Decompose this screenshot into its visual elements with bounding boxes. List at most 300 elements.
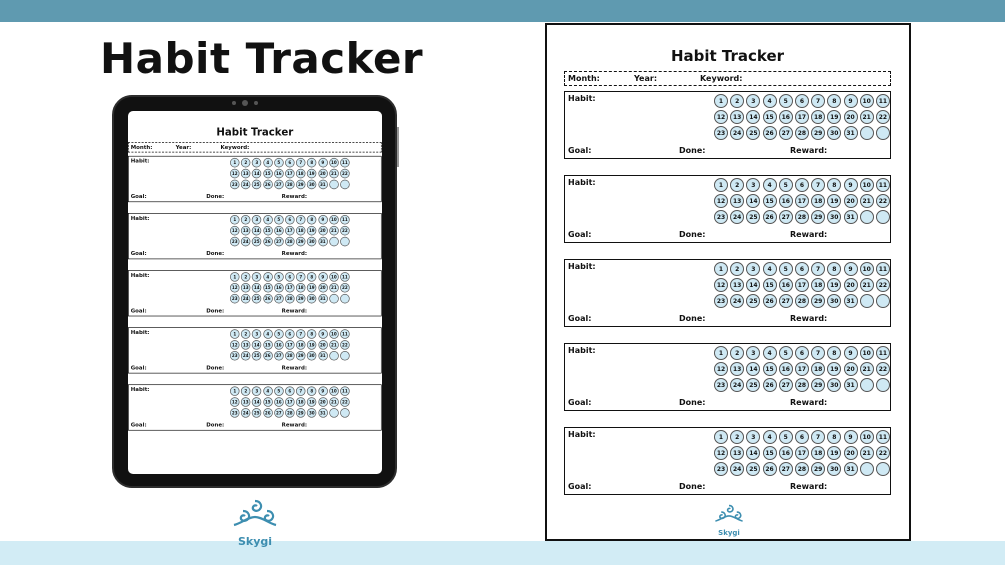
day-circle[interactable]: 11 (876, 94, 890, 108)
day-circle[interactable]: 6 (795, 262, 809, 276)
day-circle[interactable]: 22 (876, 278, 890, 292)
day-circle[interactable]: 16 (779, 446, 793, 460)
day-circle[interactable]: 14 (252, 226, 262, 236)
day-circle[interactable]: 18 (296, 226, 306, 236)
day-circle[interactable]: 6 (795, 346, 809, 360)
day-circle[interactable]: 1 (714, 94, 728, 108)
day-circle[interactable]: 12 (714, 110, 728, 124)
day-circle[interactable]: 9 (844, 178, 858, 192)
done-field[interactable]: Done: (679, 482, 706, 491)
day-circle[interactable]: 2 (241, 386, 251, 396)
day-circle[interactable]: 10 (860, 178, 874, 192)
day-circle[interactable]: 28 (795, 378, 809, 392)
day-circle[interactable]: 24 (241, 351, 251, 361)
day-circle[interactable]: 4 (763, 94, 777, 108)
day-circle[interactable]: 23 (230, 237, 240, 247)
day-circle[interactable]: 9 (844, 262, 858, 276)
day-circle[interactable]: 4 (263, 215, 273, 225)
goal-field[interactable]: Goal: (130, 364, 147, 371)
day-circle[interactable]: 21 (329, 397, 339, 407)
day-circle[interactable]: 11 (876, 178, 890, 192)
day-circle[interactable]: 1 (230, 272, 240, 282)
day-circle[interactable]: 17 (285, 169, 295, 179)
day-circle-blank[interactable] (876, 378, 890, 392)
day-circle[interactable]: 20 (844, 278, 858, 292)
day-circle-blank[interactable] (340, 237, 350, 247)
day-circle[interactable]: 19 (307, 397, 317, 407)
day-circle[interactable]: 23 (714, 126, 728, 140)
day-circle[interactable]: 19 (307, 340, 317, 350)
day-circle[interactable]: 27 (274, 294, 284, 304)
done-field[interactable]: Done: (206, 364, 225, 371)
day-circle[interactable]: 22 (340, 283, 350, 293)
day-circle[interactable]: 7 (811, 346, 825, 360)
day-circle[interactable]: 4 (763, 178, 777, 192)
habit-field[interactable]: Habit: (130, 215, 150, 222)
day-circle[interactable]: 10 (860, 346, 874, 360)
day-circle[interactable]: 15 (763, 278, 777, 292)
day-circle[interactable]: 31 (844, 126, 858, 140)
day-circle[interactable]: 20 (318, 397, 328, 407)
day-circle[interactable]: 6 (795, 178, 809, 192)
day-circle[interactable]: 20 (844, 362, 858, 376)
day-circle[interactable]: 12 (230, 340, 240, 350)
day-circle[interactable]: 15 (263, 169, 273, 179)
day-circle[interactable]: 9 (844, 346, 858, 360)
done-field[interactable]: Done: (679, 398, 706, 407)
done-field[interactable]: Done: (206, 421, 225, 428)
day-circle[interactable]: 3 (252, 386, 262, 396)
day-circle[interactable]: 18 (811, 194, 825, 208)
reward-field[interactable]: Reward: (281, 193, 308, 200)
reward-field[interactable]: Reward: (790, 230, 828, 239)
habit-field[interactable]: Habit: (568, 94, 596, 103)
day-circle[interactable]: 12 (714, 194, 728, 208)
goal-field[interactable]: Goal: (568, 314, 592, 323)
day-circle[interactable]: 10 (860, 262, 874, 276)
day-circle[interactable]: 26 (263, 351, 273, 361)
day-circle[interactable]: 5 (274, 158, 284, 168)
day-circle[interactable]: 23 (230, 180, 240, 190)
day-circle[interactable]: 23 (714, 294, 728, 308)
day-circle[interactable]: 17 (795, 446, 809, 460)
day-circle[interactable]: 15 (263, 283, 273, 293)
day-circle[interactable]: 11 (340, 329, 350, 339)
day-circle[interactable]: 19 (827, 362, 841, 376)
day-circle[interactable]: 13 (241, 283, 251, 293)
day-circle[interactable]: 21 (860, 446, 874, 460)
day-circle-blank[interactable] (329, 351, 339, 361)
month-field[interactable]: Month: (130, 144, 153, 151)
day-circle[interactable]: 2 (730, 430, 744, 444)
day-circle[interactable]: 13 (241, 340, 251, 350)
year-field[interactable]: Year: (634, 74, 658, 83)
day-circle[interactable]: 8 (827, 94, 841, 108)
day-circle[interactable]: 17 (795, 110, 809, 124)
day-circle[interactable]: 29 (296, 408, 306, 418)
day-circle[interactable]: 6 (285, 158, 295, 168)
goal-field[interactable]: Goal: (568, 230, 592, 239)
day-circle[interactable]: 12 (714, 362, 728, 376)
day-circle[interactable]: 8 (307, 329, 317, 339)
day-circle[interactable]: 20 (318, 340, 328, 350)
day-circle[interactable]: 29 (296, 351, 306, 361)
habit-field[interactable]: Habit: (130, 272, 150, 279)
day-circle[interactable]: 9 (844, 430, 858, 444)
day-circle[interactable]: 23 (714, 378, 728, 392)
day-circle-blank[interactable] (340, 351, 350, 361)
day-circle[interactable]: 10 (329, 386, 339, 396)
day-circle[interactable]: 4 (763, 262, 777, 276)
day-circle-blank[interactable] (329, 408, 339, 418)
day-circle[interactable]: 14 (746, 278, 760, 292)
day-circle[interactable]: 30 (307, 180, 317, 190)
goal-field[interactable]: Goal: (568, 482, 592, 491)
day-circle[interactable]: 16 (779, 278, 793, 292)
day-circle[interactable]: 6 (285, 386, 295, 396)
day-circle[interactable]: 22 (876, 446, 890, 460)
day-circle[interactable]: 15 (763, 110, 777, 124)
day-circle[interactable]: 13 (241, 169, 251, 179)
reward-field[interactable]: Reward: (281, 307, 308, 314)
day-circle[interactable]: 9 (318, 386, 328, 396)
day-circle[interactable]: 31 (844, 378, 858, 392)
day-circle[interactable]: 7 (296, 272, 306, 282)
day-circle[interactable]: 5 (779, 346, 793, 360)
day-circle[interactable]: 15 (263, 226, 273, 236)
day-circle[interactable]: 29 (811, 378, 825, 392)
day-circle[interactable]: 31 (844, 462, 858, 476)
day-circle-blank[interactable] (340, 180, 350, 190)
day-circle[interactable]: 19 (827, 446, 841, 460)
day-circle[interactable]: 25 (252, 237, 262, 247)
day-circle[interactable]: 29 (296, 180, 306, 190)
day-circle[interactable]: 6 (795, 94, 809, 108)
day-circle[interactable]: 31 (318, 294, 328, 304)
day-circle[interactable]: 26 (763, 210, 777, 224)
day-circle[interactable]: 9 (318, 329, 328, 339)
day-circle[interactable]: 2 (730, 262, 744, 276)
day-circle[interactable]: 8 (827, 346, 841, 360)
day-circle[interactable]: 24 (730, 378, 744, 392)
day-circle[interactable]: 1 (230, 329, 240, 339)
day-circle[interactable]: 24 (241, 180, 251, 190)
day-circle[interactable]: 2 (730, 178, 744, 192)
day-circle[interactable]: 26 (263, 294, 273, 304)
done-field[interactable]: Done: (679, 314, 706, 323)
day-circle[interactable]: 2 (241, 158, 251, 168)
habit-field[interactable]: Habit: (130, 157, 150, 165)
day-circle[interactable]: 5 (274, 215, 284, 225)
day-circle[interactable]: 21 (329, 340, 339, 350)
day-circle[interactable]: 1 (230, 215, 240, 225)
day-circle[interactable]: 26 (763, 378, 777, 392)
day-circle[interactable]: 8 (307, 215, 317, 225)
day-circle[interactable]: 2 (730, 346, 744, 360)
day-circle[interactable]: 18 (811, 110, 825, 124)
day-circle[interactable]: 9 (318, 215, 328, 225)
day-circle[interactable]: 1 (230, 158, 240, 168)
day-circle-blank[interactable] (876, 462, 890, 476)
day-circle[interactable]: 17 (285, 283, 295, 293)
day-circle[interactable]: 25 (746, 210, 760, 224)
day-circle[interactable]: 5 (274, 329, 284, 339)
day-circle[interactable]: 2 (241, 272, 251, 282)
day-circle[interactable]: 14 (746, 110, 760, 124)
day-circle[interactable]: 19 (307, 169, 317, 179)
day-circle[interactable]: 25 (746, 378, 760, 392)
day-circle[interactable]: 5 (274, 386, 284, 396)
day-circle[interactable]: 31 (318, 237, 328, 247)
done-field[interactable]: Done: (206, 250, 225, 257)
day-circle[interactable]: 21 (329, 226, 339, 236)
day-circle[interactable]: 27 (779, 462, 793, 476)
day-circle[interactable]: 11 (876, 262, 890, 276)
day-circle[interactable]: 29 (296, 237, 306, 247)
day-circle[interactable]: 7 (296, 329, 306, 339)
day-circle[interactable]: 14 (252, 397, 262, 407)
day-circle[interactable]: 22 (876, 110, 890, 124)
day-circle[interactable]: 29 (811, 294, 825, 308)
day-circle-blank[interactable] (860, 462, 874, 476)
goal-field[interactable]: Goal: (130, 307, 147, 314)
done-field[interactable]: Done: (206, 307, 225, 314)
day-circle[interactable]: 31 (318, 180, 328, 190)
day-circle[interactable]: 7 (296, 386, 306, 396)
day-circle[interactable]: 16 (274, 397, 284, 407)
day-circle[interactable]: 29 (811, 210, 825, 224)
habit-field[interactable]: Habit: (568, 430, 596, 439)
day-circle[interactable]: 5 (274, 272, 284, 282)
day-circle[interactable]: 2 (241, 329, 251, 339)
day-circle[interactable]: 24 (241, 294, 251, 304)
day-circle[interactable]: 12 (230, 169, 240, 179)
day-circle[interactable]: 1 (714, 430, 728, 444)
day-circle[interactable]: 5 (779, 262, 793, 276)
day-circle[interactable]: 1 (714, 346, 728, 360)
day-circle[interactable]: 12 (230, 283, 240, 293)
day-circle[interactable]: 30 (307, 294, 317, 304)
day-circle[interactable]: 27 (274, 237, 284, 247)
day-circle[interactable]: 3 (252, 329, 262, 339)
day-circle-blank[interactable] (876, 126, 890, 140)
day-circle[interactable]: 4 (763, 430, 777, 444)
day-circle-blank[interactable] (860, 294, 874, 308)
day-circle[interactable]: 1 (230, 386, 240, 396)
day-circle-blank[interactable] (340, 294, 350, 304)
day-circle[interactable]: 21 (860, 278, 874, 292)
day-circle[interactable]: 3 (252, 215, 262, 225)
day-circle[interactable]: 28 (285, 294, 295, 304)
goal-field[interactable]: Goal: (568, 398, 592, 407)
day-circle[interactable]: 3 (252, 158, 262, 168)
day-circle[interactable]: 3 (746, 430, 760, 444)
day-circle[interactable]: 28 (285, 237, 295, 247)
day-circle[interactable]: 11 (876, 346, 890, 360)
day-circle[interactable]: 14 (746, 194, 760, 208)
habit-field[interactable]: Habit: (568, 346, 596, 355)
goal-field[interactable]: Goal: (130, 250, 147, 257)
day-circle[interactable]: 21 (329, 283, 339, 293)
day-circle[interactable]: 19 (827, 110, 841, 124)
day-circle[interactable]: 30 (827, 294, 841, 308)
day-circle[interactable]: 25 (746, 294, 760, 308)
day-circle[interactable]: 16 (779, 110, 793, 124)
day-circle[interactable]: 18 (296, 340, 306, 350)
day-circle[interactable]: 3 (746, 94, 760, 108)
day-circle[interactable]: 12 (230, 226, 240, 236)
day-circle-blank[interactable] (329, 237, 339, 247)
day-circle[interactable]: 7 (811, 430, 825, 444)
day-circle[interactable]: 12 (230, 397, 240, 407)
day-circle[interactable]: 15 (263, 397, 273, 407)
reward-field[interactable]: Reward: (790, 398, 828, 407)
reward-field[interactable]: Reward: (281, 421, 308, 428)
day-circle[interactable]: 7 (811, 178, 825, 192)
day-circle[interactable]: 28 (795, 294, 809, 308)
day-circle[interactable]: 28 (285, 351, 295, 361)
day-circle[interactable]: 8 (307, 272, 317, 282)
day-circle[interactable]: 8 (827, 178, 841, 192)
day-circle[interactable]: 10 (860, 430, 874, 444)
day-circle[interactable]: 20 (318, 169, 328, 179)
day-circle[interactable]: 8 (307, 386, 317, 396)
day-circle[interactable]: 10 (329, 158, 339, 168)
day-circle[interactable]: 21 (329, 169, 339, 179)
day-circle[interactable]: 24 (730, 294, 744, 308)
day-circle[interactable]: 27 (779, 294, 793, 308)
day-circle[interactable]: 26 (763, 294, 777, 308)
day-circle[interactable]: 14 (252, 340, 262, 350)
day-circle[interactable]: 5 (779, 430, 793, 444)
day-circle[interactable]: 4 (263, 329, 273, 339)
day-circle[interactable]: 8 (827, 262, 841, 276)
day-circle[interactable]: 13 (730, 194, 744, 208)
day-circle[interactable]: 18 (296, 169, 306, 179)
day-circle[interactable]: 7 (296, 158, 306, 168)
day-circle[interactable]: 25 (252, 408, 262, 418)
day-circle[interactable]: 22 (876, 362, 890, 376)
day-circle[interactable]: 18 (811, 362, 825, 376)
day-circle[interactable]: 27 (779, 126, 793, 140)
reward-field[interactable]: Reward: (281, 364, 308, 371)
day-circle[interactable]: 20 (318, 226, 328, 236)
day-circle[interactable]: 17 (795, 362, 809, 376)
day-circle[interactable]: 1 (714, 178, 728, 192)
day-circle[interactable]: 28 (795, 462, 809, 476)
day-circle[interactable]: 15 (763, 194, 777, 208)
day-circle-blank[interactable] (860, 126, 874, 140)
day-circle[interactable]: 24 (730, 210, 744, 224)
day-circle[interactable]: 11 (340, 158, 350, 168)
day-circle[interactable]: 5 (779, 178, 793, 192)
day-circle[interactable]: 25 (746, 462, 760, 476)
day-circle[interactable]: 11 (340, 272, 350, 282)
day-circle[interactable]: 25 (746, 126, 760, 140)
day-circle[interactable]: 11 (340, 386, 350, 396)
day-circle[interactable]: 27 (274, 408, 284, 418)
day-circle[interactable]: 30 (307, 408, 317, 418)
year-field[interactable]: Year: (175, 144, 192, 151)
day-circle[interactable]: 31 (844, 294, 858, 308)
day-circle[interactable]: 12 (714, 278, 728, 292)
day-circle[interactable]: 30 (307, 351, 317, 361)
day-circle[interactable]: 28 (285, 180, 295, 190)
day-circle[interactable]: 31 (318, 351, 328, 361)
day-circle[interactable]: 24 (730, 126, 744, 140)
day-circle[interactable]: 13 (241, 226, 251, 236)
day-circle[interactable]: 4 (263, 158, 273, 168)
habit-field[interactable]: Habit: (130, 329, 150, 336)
day-circle-blank[interactable] (860, 378, 874, 392)
done-field[interactable]: Done: (679, 146, 706, 155)
day-circle[interactable]: 4 (263, 272, 273, 282)
day-circle[interactable]: 22 (340, 169, 350, 179)
day-circle[interactable]: 13 (730, 446, 744, 460)
day-circle-blank[interactable] (329, 294, 339, 304)
day-circle[interactable]: 13 (730, 278, 744, 292)
month-field[interactable]: Month: (568, 74, 600, 83)
day-circle[interactable]: 26 (263, 180, 273, 190)
day-circle-blank[interactable] (876, 294, 890, 308)
day-circle[interactable]: 27 (274, 351, 284, 361)
day-circle[interactable]: 1 (714, 262, 728, 276)
day-circle[interactable]: 23 (714, 210, 728, 224)
day-circle[interactable]: 31 (318, 408, 328, 418)
day-circle[interactable]: 3 (252, 272, 262, 282)
day-circle[interactable]: 3 (746, 178, 760, 192)
day-circle[interactable]: 24 (241, 408, 251, 418)
day-circle[interactable]: 15 (263, 340, 273, 350)
day-circle[interactable]: 27 (274, 180, 284, 190)
day-circle[interactable]: 4 (263, 386, 273, 396)
day-circle[interactable]: 10 (329, 215, 339, 225)
day-circle[interactable]: 21 (860, 194, 874, 208)
day-circle[interactable]: 16 (779, 194, 793, 208)
day-circle[interactable]: 22 (340, 226, 350, 236)
day-circle[interactable]: 16 (274, 169, 284, 179)
day-circle[interactable]: 26 (763, 126, 777, 140)
day-circle[interactable]: 9 (318, 272, 328, 282)
day-circle[interactable]: 2 (730, 94, 744, 108)
day-circle[interactable]: 4 (763, 346, 777, 360)
day-circle-blank[interactable] (329, 180, 339, 190)
day-circle[interactable]: 7 (811, 94, 825, 108)
day-circle[interactable]: 3 (746, 262, 760, 276)
reward-field[interactable]: Reward: (790, 314, 828, 323)
day-circle[interactable]: 19 (827, 194, 841, 208)
day-circle[interactable]: 30 (827, 462, 841, 476)
day-circle[interactable]: 22 (340, 397, 350, 407)
day-circle[interactable]: 20 (318, 283, 328, 293)
day-circle-blank[interactable] (340, 408, 350, 418)
day-circle[interactable]: 24 (241, 237, 251, 247)
day-circle[interactable]: 6 (795, 430, 809, 444)
day-circle[interactable]: 29 (811, 126, 825, 140)
day-circle[interactable]: 6 (285, 329, 295, 339)
day-circle[interactable]: 2 (241, 215, 251, 225)
day-circle[interactable]: 24 (730, 462, 744, 476)
day-circle[interactable]: 7 (811, 262, 825, 276)
day-circle[interactable]: 11 (876, 430, 890, 444)
day-circle[interactable]: 25 (252, 351, 262, 361)
done-field[interactable]: Done: (206, 193, 225, 200)
day-circle[interactable]: 16 (274, 340, 284, 350)
day-circle[interactable]: 19 (307, 283, 317, 293)
day-circle[interactable]: 14 (252, 283, 262, 293)
day-circle[interactable]: 9 (844, 94, 858, 108)
day-circle[interactable]: 20 (844, 194, 858, 208)
